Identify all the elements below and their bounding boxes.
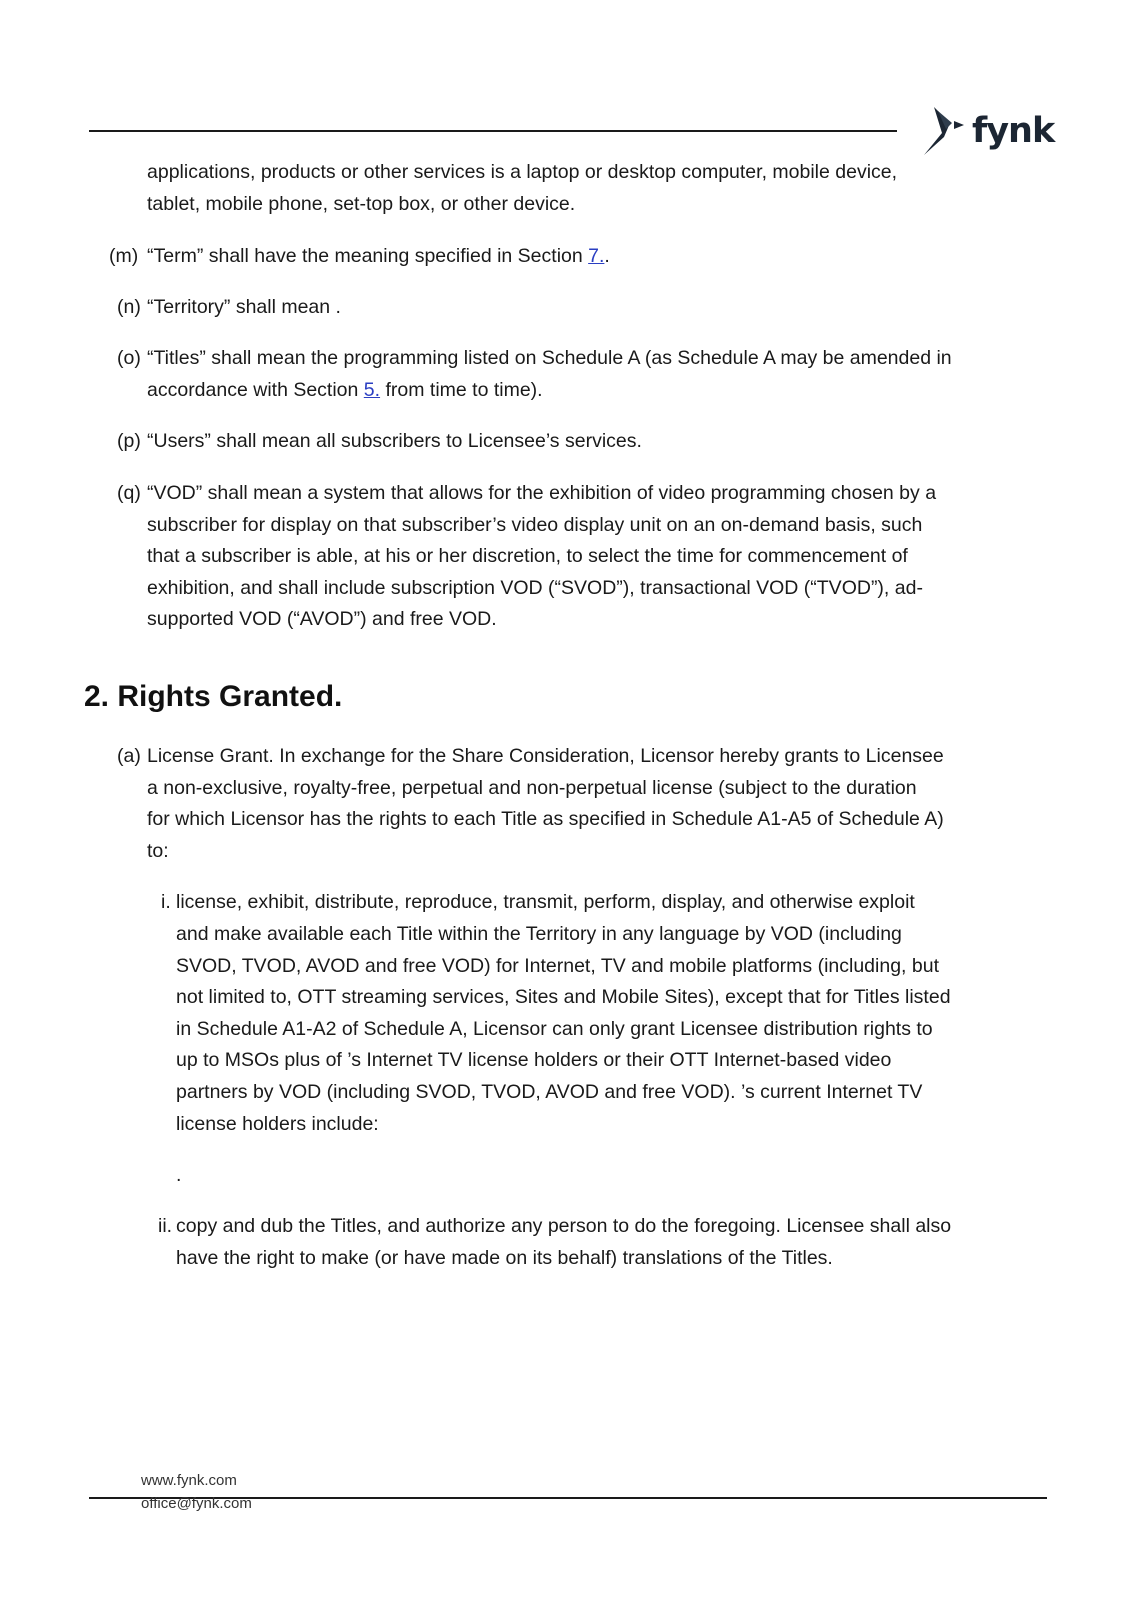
subclause-ii-line: copy and dub the Titles, and authorize any person to do the foregoing. Licensee shall also (176, 1215, 952, 1237)
definition-q-line: subscriber for display on that subscriber’s video display unit on an on-demand basis, such (147, 514, 923, 536)
logo (920, 103, 1054, 159)
subclause-i-line: not limited to, OTT streaming services, Sites and Mobile Sites), except that for Titles listed (176, 986, 951, 1008)
subclause-i-line: partners by VOD (including SVOD, TVOD, AVOD and free VOD). ’s current Internet TV (176, 1081, 923, 1103)
header-divider (89, 130, 897, 132)
subclause-ii-marker: ii. (158, 1215, 173, 1237)
continuation-line-2: tablet, mobile phone, set-top box, or other device. (147, 193, 576, 215)
definition-o-marker: (o) (117, 347, 141, 369)
clause-a-line: for which Licensor has the rights to each Title as specified in Schedule A1-A5 of Schedule A) (147, 808, 944, 830)
definition-m-marker: (m) (109, 245, 139, 267)
clause-a-line: a non-exclusive, royalty-free, perpetual and non-perpetual license (subject to the duration (147, 777, 917, 799)
subclause-i-line: in Schedule A1-A2 of Schedule A, Licensor can only grant Licensee distribution rights to (176, 1018, 933, 1040)
subclause-i-line: license holders include: (176, 1113, 379, 1135)
definition-q-line: “VOD” shall mean a system that allows for the exhibition of video programming chosen by a (147, 482, 937, 504)
subclause-ii-line: have the right to make (or have made on its behalf) translations of the Titles. (176, 1247, 833, 1269)
section-heading: 2. Rights Granted. (84, 680, 343, 713)
definition-o-line-1: “Titles” shall mean the programming listed on Schedule A (as Schedule A may be amended in (147, 347, 952, 369)
continuation-line-1: applications, products or other services is a laptop or desktop computer, mobile device, (147, 161, 898, 183)
definition-q-marker: (q) (117, 482, 141, 504)
subclause-i-marker: i. (161, 891, 171, 913)
definition-n-marker: (n) (117, 296, 141, 318)
subclause-i-line: and make available each Title within the Territory in any language by VOD (including (176, 923, 902, 945)
definition-q-line: exhibition, and shall include subscription VOD (“SVOD”), transactional VOD (“TVOD”), ad- (147, 577, 923, 599)
subclause-i-line: SVOD, TVOD, AVOD and free VOD) for Internet, TV and mobile platforms (including, but (176, 955, 939, 977)
fynk-bird-icon (920, 105, 966, 157)
footer-website: www.fynk.com (141, 1472, 237, 1489)
clause-a-marker: (a) (117, 745, 141, 767)
definition-o-tail: from time to time). (380, 379, 543, 401)
section-5-link[interactable]: 5. (363, 379, 381, 401)
section-7-link[interactable]: 7. (588, 245, 605, 267)
definition-m (147, 240, 610, 273)
definition-o-text: accordance with Section (147, 379, 364, 401)
definition-p: “Users” shall mean all subscribers to Licensee’s services. (147, 430, 642, 452)
footer-email: office@fynk.com (141, 1495, 252, 1512)
subclause-i-placeholder: . (176, 1164, 182, 1186)
definition-m-text: “Term” shall have the meaning specified in Section (147, 245, 589, 267)
clause-a-line: License Grant. In exchange for the Share Consideration, Licensor hereby grants to Licensee (147, 745, 944, 767)
subclause-i-line: up to MSOs plus of ’s Internet TV license holders or their OTT Internet-based video (176, 1049, 892, 1071)
definition-o-line-2 (147, 374, 543, 407)
subclause-i-line: license, exhibit, distribute, reproduce, transmit, perform, display, and otherwise exploit (176, 891, 915, 913)
definition-p-marker: (p) (117, 430, 141, 452)
definition-n: “Territory” shall mean . (147, 296, 341, 318)
definition-m-tail: . (604, 245, 610, 267)
definition-q-line: that a subscriber is able, at his or her discretion, to select the time for commencement of (147, 545, 908, 567)
logo-text: fynk (972, 111, 1055, 151)
definition-q-line: supported VOD (“AVOD”) and free VOD. (147, 608, 497, 630)
clause-a-line: to: (147, 840, 169, 862)
